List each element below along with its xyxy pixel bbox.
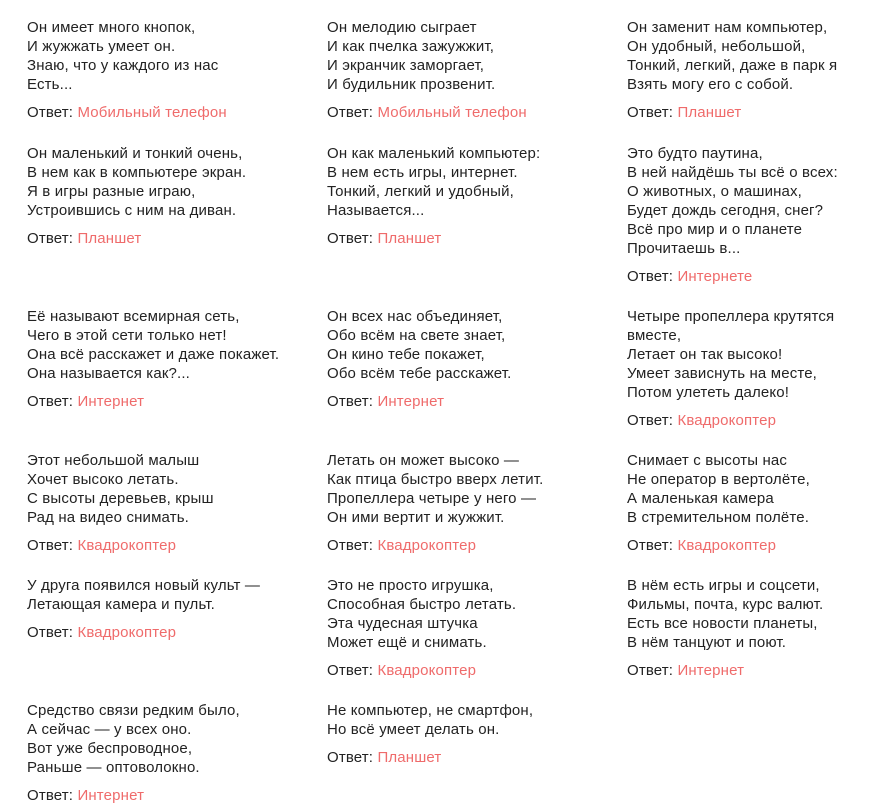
riddle-card	[327, 576, 617, 680]
riddle-card	[627, 18, 882, 122]
answer-value: Планшет	[77, 230, 142, 247]
answer-label: Ответ:	[627, 662, 678, 679]
answer-value: Интернет	[377, 393, 445, 410]
answer-label: Ответ:	[327, 104, 378, 121]
answer-line	[27, 229, 317, 248]
answer-label: Ответ:	[27, 393, 78, 410]
answer-label: Ответ:	[27, 787, 78, 804]
answer-line	[627, 103, 882, 122]
riddle-text: В нём есть игры и соцсети, Фильмы, почта, курс валют. Есть все новости планеты, В нём танцуют и поют.	[627, 577, 824, 651]
answer-line	[627, 661, 882, 680]
answer-label: Ответ:	[627, 412, 678, 429]
answer-line	[27, 103, 317, 122]
riddle-text: Снимает с высоты нас Не оператор в вертолёте, А маленькая камера В стремительном полёте.	[627, 452, 810, 526]
answer-value: Планшет	[677, 104, 742, 121]
riddle-card	[627, 144, 882, 286]
answer-label: Ответ:	[327, 662, 378, 679]
riddle-card	[627, 451, 882, 555]
answer-line	[327, 661, 617, 680]
riddle-text: Он имеет много кнопок, И жужжать умеет он. Знаю, что у каждого из нас Есть...	[27, 19, 219, 93]
answer-label: Ответ:	[327, 230, 378, 247]
answer-line	[327, 748, 617, 767]
answer-line	[627, 536, 882, 555]
answer-label: Ответ:	[27, 230, 78, 247]
riddle-text: Это будто паутина, В ней найдёшь ты всё о всех: О животных, о машинах, Будет дождь сегодня, снег? Всё про мир и о планете Прочитаешь в...	[627, 145, 838, 257]
riddle-text: Её называют всемирная сеть, Чего в этой сети только нет! Она всё расскажет и даже покажет. Она называется как?...	[27, 308, 280, 382]
riddle-card	[327, 18, 617, 122]
riddle-card	[27, 701, 317, 805]
riddle-text: Он заменит нам компьютер, Он удобный, небольшой, Тонкий, легкий, даже в парк я Взять могу его с собой.	[627, 19, 838, 93]
riddle-card	[27, 307, 317, 411]
answer-value: Квадрокоптер	[377, 537, 477, 554]
answer-label: Ответ:	[627, 104, 678, 121]
riddle-card	[27, 18, 317, 122]
answer-label: Ответ:	[627, 268, 678, 285]
answer-line	[27, 536, 317, 555]
riddle-text: Средство связи редким было, А сейчас — у всех оно. Вот уже беспроводное, Раньше — оптоволокно.	[27, 702, 240, 776]
answer-value: Интернет	[677, 662, 745, 679]
answer-label: Ответ:	[327, 749, 378, 766]
riddle-card	[327, 701, 617, 767]
answer-label: Ответ:	[27, 537, 78, 554]
answer-line	[27, 623, 317, 642]
riddle-card	[327, 144, 617, 248]
answer-value: Квадрокоптер	[77, 624, 177, 641]
riddle-text: Не компьютер, не смартфон, Но всё умеет делать он.	[327, 702, 534, 738]
answer-value: Интернет	[77, 787, 145, 804]
riddle-card	[327, 307, 617, 411]
answer-line	[327, 103, 617, 122]
answer-value: Планшет	[377, 749, 442, 766]
riddle-text: Он маленький и тонкий очень, В нем как в компьютере экран. Я в игры разные играю, Устроившись с ним на диван.	[27, 145, 247, 219]
answer-value: Интернет	[77, 393, 145, 410]
answer-label: Ответ:	[27, 624, 78, 641]
riddle-text: У друга появился новый культ — Летающая камера и пульт.	[27, 577, 261, 613]
riddle-text: Летать он может высоко — Как птица быстро вверх летит. Пропеллера четыре у него — Он ими вертит и жужжит.	[327, 452, 544, 526]
riddle-text: Он всех нас объединяет, Обо всём на свете знает, Он кино тебе покажет, Обо всём тебе расскажет.	[327, 308, 512, 382]
answer-value: Планшет	[377, 230, 442, 247]
riddle-text: Четыре пропеллера крутятся вместе, Летает он так высоко! Умеет зависнуть на месте, Потом улететь далеко!	[627, 308, 835, 401]
answer-line	[327, 536, 617, 555]
answer-line	[627, 411, 882, 430]
answer-value: Квадрокоптер	[377, 662, 477, 679]
riddle-text: Он как маленький компьютер: В нем есть игры, интернет. Тонкий, легкий и удобный, Называется...	[327, 145, 541, 219]
answer-line	[327, 229, 617, 248]
answer-value: Квадрокоптер	[677, 537, 777, 554]
riddle-text: Это не просто игрушка, Способная быстро летать. Эта чудесная штучка Может ещё и снимать.	[327, 577, 517, 651]
answer-value: Интернете	[677, 268, 753, 285]
riddle-card	[627, 307, 882, 430]
answer-value: Квадрокоптер	[677, 412, 777, 429]
answer-label: Ответ:	[327, 537, 378, 554]
answer-line	[27, 392, 317, 411]
answer-value: Мобильный телефон	[377, 104, 527, 121]
answer-line	[27, 786, 317, 805]
answer-label: Ответ:	[27, 104, 78, 121]
answer-line	[327, 392, 617, 411]
answer-label: Ответ:	[327, 393, 378, 410]
answer-line	[627, 267, 882, 286]
riddle-text: Он мелодию сыграет И как пчелка зажужжит, И экранчик заморгает, И будильник прозвенит.	[327, 19, 496, 93]
riddle-card	[27, 451, 317, 555]
answer-value: Квадрокоптер	[77, 537, 177, 554]
riddle-card	[27, 576, 317, 642]
riddle-card	[327, 451, 617, 555]
riddle-text: Этот небольшой малыш Хочет высоко летать. С высоты деревьев, крыш Рад на видео снимать.	[27, 452, 214, 526]
riddle-card	[27, 144, 317, 248]
answer-label: Ответ:	[627, 537, 678, 554]
answer-value: Мобильный телефон	[77, 104, 227, 121]
riddle-card	[627, 576, 882, 680]
